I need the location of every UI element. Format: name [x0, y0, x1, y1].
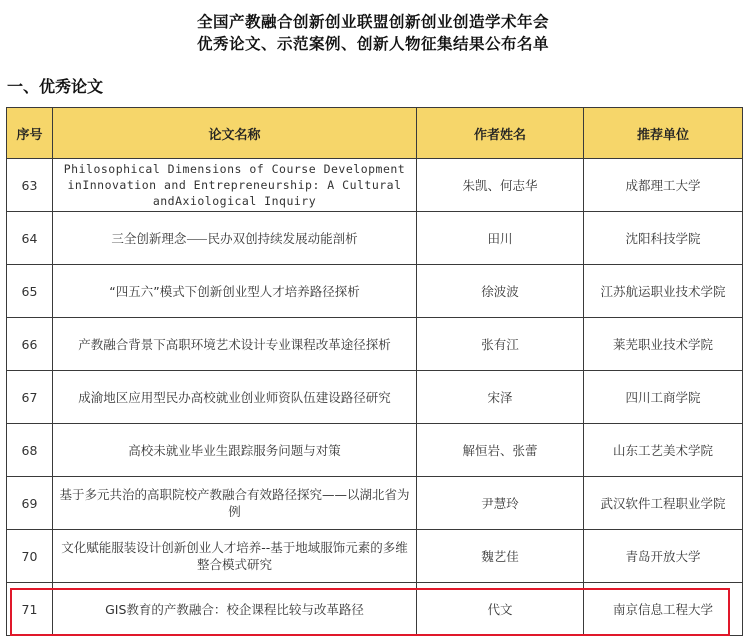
cell-unit: 山东工艺美术学院 — [584, 424, 743, 477]
cell-no: 71 — [7, 583, 53, 636]
column-header-unit: 推荐单位 — [584, 108, 743, 159]
cell-title: GIS教育的产教融合：校企课程比较与改革路径 — [53, 583, 417, 636]
cell-author: 朱凯、何志华 — [417, 159, 584, 212]
table-row — [7, 477, 743, 530]
cell-no: 64 — [7, 212, 53, 265]
heading-line-1: 全国产教融合创新创业联盟创新创业创造学术年会 — [196, 13, 549, 31]
cell-no: 66 — [7, 318, 53, 371]
cell-no: 63 — [7, 159, 53, 212]
cell-unit: 南京信息工程大学 — [584, 583, 743, 636]
cell-unit: 莱芜职业技术学院 — [584, 318, 743, 371]
cell-no: 69 — [7, 477, 53, 530]
section-title: 一、优秀论文 — [7, 77, 104, 96]
cell-author: 代文 — [417, 583, 584, 636]
cell-unit: 武汉软件工程职业学院 — [584, 477, 743, 530]
cell-no: 67 — [7, 371, 53, 424]
table-row — [7, 530, 743, 583]
table-row — [7, 583, 743, 636]
cell-title: 高校未就业毕业生跟踪服务问题与对策 — [53, 424, 417, 477]
cell-title: 文化赋能服装设计创新创业人才培养--基于地域服饰元素的多维整合模式研究 — [53, 530, 417, 583]
table-row — [7, 159, 743, 212]
table-row — [7, 424, 743, 477]
cell-author: 尹慧玲 — [417, 477, 584, 530]
cell-author: 徐波波 — [417, 265, 584, 318]
cell-title: 三全创新理念⸺民办双创持续发展动能剖析 — [53, 212, 417, 265]
cell-author: 宋泽 — [417, 371, 584, 424]
cell-title: 成渝地区应用型民办高校就业创业师资队伍建设路径研究 — [53, 371, 417, 424]
cell-title: 基于多元共治的高职院校产教融合有效路径探究——以湖北省为例 — [53, 477, 417, 530]
table-row — [7, 212, 743, 265]
cell-unit: 沈阳科技学院 — [584, 212, 743, 265]
table-row — [7, 318, 743, 371]
cell-unit: 四川工商学院 — [584, 371, 743, 424]
cell-unit: 成都理工大学 — [584, 159, 743, 212]
cell-title: 产教融合背景下高职环境艺术设计专业课程改革途径探析 — [53, 318, 417, 371]
cell-author: 魏艺佳 — [417, 530, 584, 583]
cell-author: 田川 — [417, 212, 584, 265]
cell-author: 解恒岩、张蕾 — [417, 424, 584, 477]
table-row — [7, 265, 743, 318]
cell-title: “四五六”模式下创新创业型人才培养路径探析 — [53, 265, 417, 318]
cell-unit: 江苏航运职业技术学院 — [584, 265, 743, 318]
column-header-title: 论文名称 — [53, 108, 417, 159]
cell-no: 68 — [7, 424, 53, 477]
cell-no: 70 — [7, 530, 53, 583]
heading-line-2: 优秀论文、示范案例、创新人物征集结果公布名单 — [196, 35, 549, 53]
table-row — [7, 371, 743, 424]
table-header-row — [7, 108, 743, 159]
cell-title: Philosophical Dimensions of Course Development inInnovation and Entrepreneurship: A Cultural andAxiological Inquiry — [53, 159, 417, 212]
papers-table — [6, 107, 743, 636]
cell-author: 张有江 — [417, 318, 584, 371]
cell-no: 65 — [7, 265, 53, 318]
column-header-no: 序号 — [7, 108, 53, 159]
cell-unit: 青岛开放大学 — [584, 530, 743, 583]
column-header-author: 作者姓名 — [417, 108, 584, 159]
